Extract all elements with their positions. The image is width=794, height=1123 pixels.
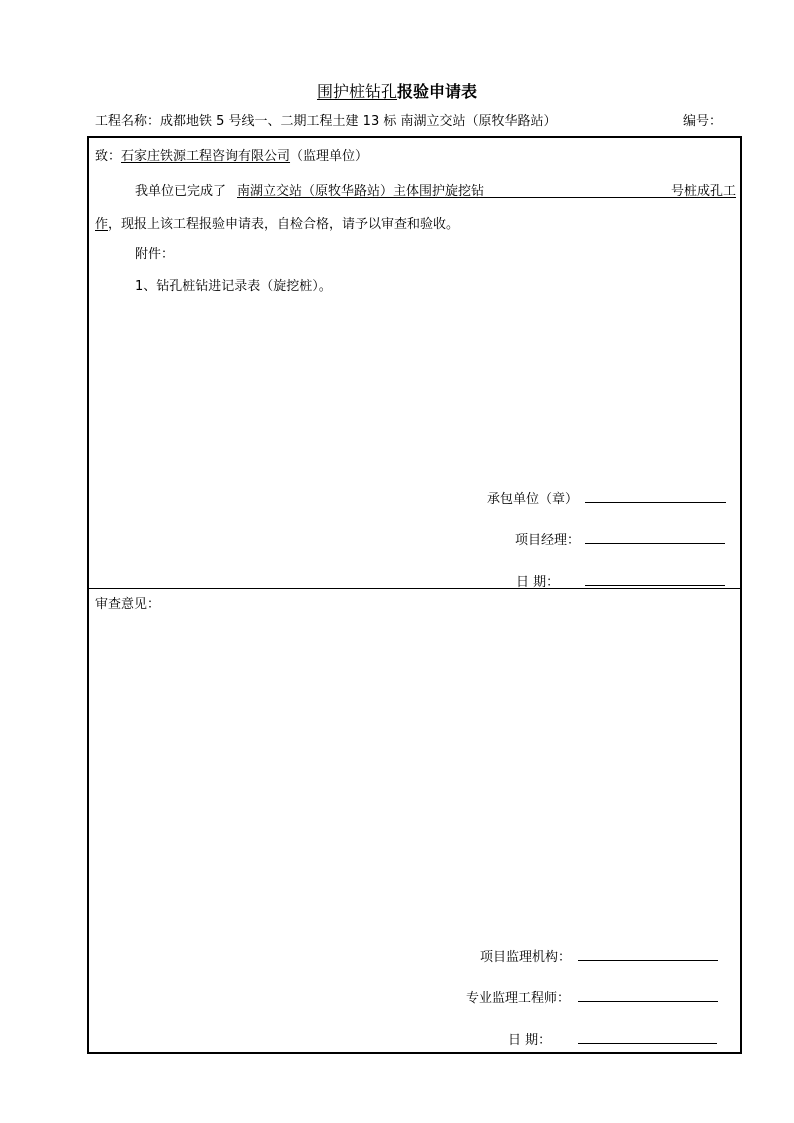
supervision-org-field[interactable] [578, 946, 718, 961]
project-manager-field[interactable] [585, 529, 725, 544]
supervising-engineer-label: 专业监理工程师： [466, 991, 571, 1006]
body-cont: ，现报上该工程报验申请表，自检合格，请予以审查和验收。 [108, 217, 460, 232]
review-opinion-label: 审查意见： [95, 597, 161, 612]
application-date-label: 日 期： [516, 575, 560, 590]
project-manager-label: 项目经理： [515, 533, 581, 548]
attachment-item: 1、钻孔桩钻进记录表（旋挖桩）。 [135, 279, 332, 294]
section-divider [87, 588, 742, 589]
form-table [87, 136, 742, 1054]
contractor-label: 承包单位（章） [487, 492, 579, 507]
body-underlined-field [237, 180, 736, 198]
document-title [0, 79, 794, 102]
addressee-suffix: （监理单位） [290, 149, 369, 164]
project-name-value: 成都地铁 5 号线一、二期工程土建 13 标 南湖立交站（原牧华路站） [160, 114, 557, 129]
review-date-label: 日 期： [508, 1033, 552, 1048]
supervisor-company: 石家庄铁源工程咨询有限公司 [121, 149, 291, 164]
body-cont-underlined: 作 [95, 217, 109, 232]
contractor-stamp-line [487, 488, 578, 507]
body-underlined-tail: 号桩成孔工 [670, 184, 736, 199]
addressee-prefix: 致： [95, 149, 122, 164]
title-subject: 围护桩钻孔 [316, 82, 397, 101]
body-prefix: 我单位已完成了 [135, 184, 227, 199]
supervision-org-label: 项目监理机构： [480, 950, 572, 965]
title-form-name: 报验申请表 [397, 82, 478, 101]
review-date-field[interactable] [578, 1029, 717, 1044]
body-underlined-text: 南湖立交站（原牧华路站）主体围护旋挖钻 [237, 184, 485, 199]
project-name-label: 工程名称： [95, 114, 161, 129]
application-date-field[interactable] [585, 571, 725, 586]
contractor-stamp-field[interactable] [585, 488, 726, 503]
addressee-line [95, 145, 368, 164]
form-number-label: 编号： [683, 114, 723, 129]
attachment-label: 附件： [135, 247, 175, 262]
supervising-engineer-field[interactable] [578, 987, 718, 1002]
project-name-line [95, 110, 557, 129]
body-second-line [95, 213, 459, 232]
